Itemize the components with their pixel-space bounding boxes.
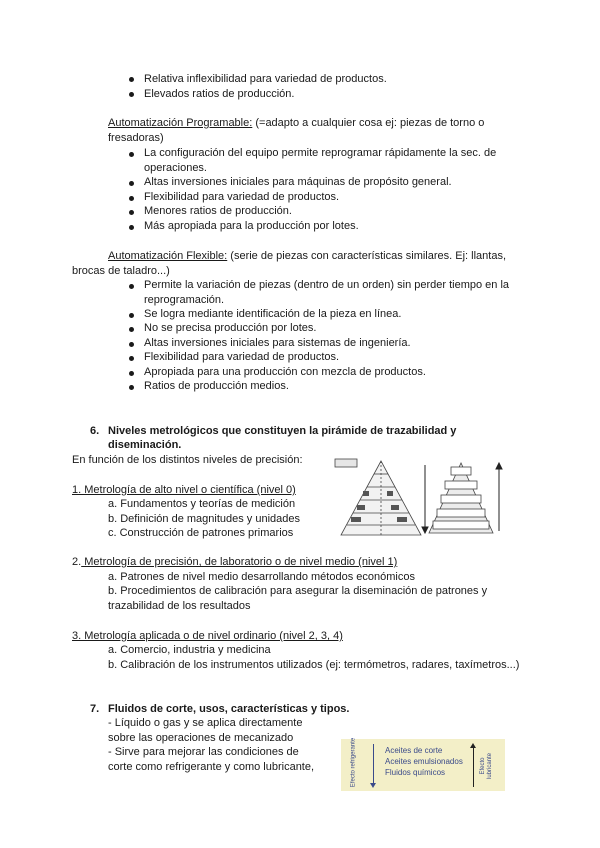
list-item-cont: operaciones. — [144, 162, 207, 174]
programmable-desc-cont: fresadoras) — [108, 132, 164, 144]
lubricant-arrowhead-icon — [470, 743, 476, 748]
lubricant-effect-label: Efecto lubricante — [480, 753, 493, 780]
list-item: Permite la variación de piezas (dentro de un orden) sin perder tiempo en la — [144, 279, 510, 291]
bullet-dot — [129, 210, 134, 215]
level1-title: Metrología de precisión, de laboratorio o de nivel medio (nivel 1) — [81, 556, 398, 568]
list-item: Apropiada para una producción con mezcla de productos. — [144, 366, 426, 378]
flexible-title: Automatización Flexible: — [108, 250, 228, 262]
level0-item: a. Fundamentos y teorías de medición — [108, 498, 296, 510]
level2-item: a. Comercio, industria y medicina — [108, 644, 271, 656]
fluid-type: Aceites emulsionados — [385, 757, 463, 766]
q7-number: 7. — [90, 703, 100, 715]
flexible-desc: (serie de piezas con características similares. Ej: llantas, — [227, 250, 507, 262]
refrigerant-effect-label: Efecto refrigerante — [350, 737, 357, 788]
flexible-desc-cont: brocas de taladro...) — [72, 265, 170, 277]
list-item: Elevados ratios de producción. — [144, 88, 295, 100]
list-item: Ratios de producción medios. — [144, 380, 289, 392]
list-item: Relativa inflexibilidad para variedad de productos. — [144, 73, 387, 85]
fluid-type: Aceites de corte — [385, 746, 443, 755]
list-item: Flexibilidad para variedad de productos. — [144, 351, 340, 363]
refrigerant-arrowhead-icon — [370, 783, 376, 788]
bullet-dot — [129, 225, 134, 230]
level1-heading — [72, 555, 397, 569]
fluid-type: Fluidos químicos — [385, 768, 446, 777]
programmable-heading — [108, 116, 484, 130]
q7-title: Fluidos de corte, usos, características y tipos. — [108, 703, 350, 715]
list-item: La configuración del equipo permite reprogramar rápidamente la sec. de — [144, 147, 497, 159]
bullet-dot — [129, 181, 134, 186]
list-item: No se precisa producción por lotes. — [144, 322, 317, 334]
bullet-dot — [129, 313, 134, 318]
level1-number: 2. — [72, 556, 82, 568]
level0-item: c. Construcción de patrones primarios — [108, 527, 294, 539]
programmable-title: Automatización Programable: — [108, 117, 253, 129]
level2-title: 3. Metrología aplicada o de nivel ordinario (nivel 2, 3, 4) — [72, 630, 343, 642]
bullet-dot — [129, 342, 134, 347]
bullet-dot — [129, 356, 134, 361]
flexible-heading — [108, 249, 506, 263]
traceability-pyramid-figure — [333, 455, 507, 539]
level1-item: b. Procedimientos de calibración para asegurar la diseminación de patrones y — [108, 585, 488, 597]
q7-line: sobre las operaciones de mecanizado — [108, 732, 294, 744]
lubricant-arrow-icon — [473, 747, 474, 787]
q6-title: Niveles metrológicos que constituyen la pirámide de trazabilidad y — [108, 425, 457, 437]
list-item: Altas inversiones iniciales para máquinas de propósito general. — [144, 176, 452, 188]
list-item: Se logra mediante identificación de la pieza en línea. — [144, 308, 402, 320]
level0-title: 1. Metrología de alto nivel o científica (nivel 0) — [72, 484, 296, 496]
list-item: Más apropiada para la producción por lotes. — [144, 220, 359, 232]
q7-line: corte como refrigerante y como lubricante, — [108, 761, 315, 773]
q7-line: - Sirve para mejorar las condiciones de — [108, 746, 299, 758]
bullet-dot — [129, 385, 134, 390]
bullet-dot — [129, 92, 134, 97]
level1-item-cont: trazabilidad de los resultados — [108, 600, 251, 612]
q6-title-cont: diseminación. — [108, 439, 182, 451]
list-item: Flexibilidad para variedad de productos. — [144, 191, 340, 203]
bullet-dot — [129, 371, 134, 376]
bullet-dot — [129, 284, 134, 289]
q7-line: - Líquido o gas y se aplica directamente — [108, 717, 303, 729]
level0-item: b. Definición de magnitudes y unidades — [108, 513, 301, 525]
list-item: Altas inversiones iniciales para sistemas de ingeniería. — [144, 337, 411, 349]
list-item: Menores ratios de producción. — [144, 205, 292, 217]
programmable-desc: (=adapto a cualquier cosa ej: piezas de torno o — [252, 117, 485, 129]
level1-item: a. Patrones de nivel medio desarrollando métodos económicos — [108, 571, 415, 583]
level2-item: b. Calibración de los instrumentos utilizados (ej: termómetros, radares, taxímetros...) — [108, 659, 520, 671]
bullet-dot — [129, 327, 134, 332]
list-item-cont: reprogramación. — [144, 294, 225, 306]
cutting-fluids-figure — [341, 739, 505, 791]
q6-number: 6. — [90, 425, 100, 437]
q6-intro: En función de los distintos niveles de precisión: — [72, 454, 303, 466]
refrigerant-arrow-icon — [373, 744, 374, 786]
bullet-dot — [129, 77, 134, 82]
bullet-dot — [129, 196, 134, 201]
bullet-dot — [129, 152, 134, 157]
